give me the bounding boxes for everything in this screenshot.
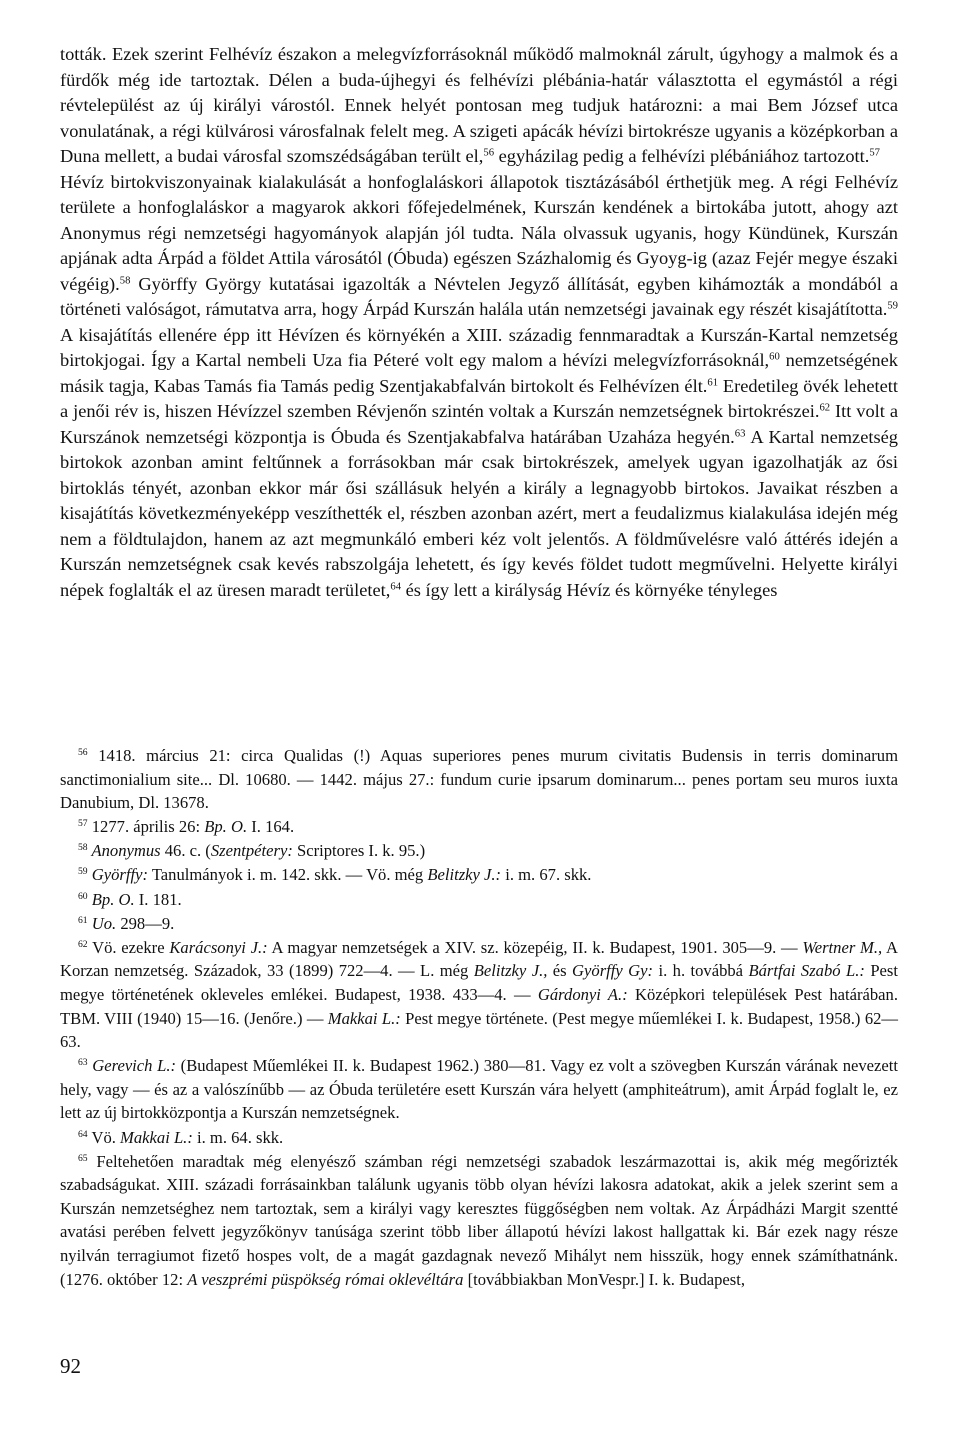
footnote-ref: 59	[887, 299, 898, 312]
footnote-ref: 58	[119, 273, 131, 286]
footnote-61: $^{61}$ Uo. 298—9.	[78, 913, 175, 933]
footnote-56: $^{56}$ 1418. március 21: circa Qualidas (!) Aquas superiores penes murum civitatis Budensis in terris dominarum sanctimonialium site... Dl. 10680. — 1442. május 27.: fundum curie ipsarum dominarum... penes portam seu muros iuxta Danubium, Dl. 13678.	[60, 746, 898, 813]
footnote-60: $^{60}$ Bp. O. I. 181.	[78, 889, 182, 909]
footnotes	[60, 744, 898, 1291]
footnote-64: $^{64}$ Vö. Makkai L.: i. m. 64. skk.	[78, 1127, 284, 1147]
paragraph: tották. Ezek szerint Felhévíz északon a melegvízforrásoknál működő malmoknál zárult, úgyhogy a malmok és a fürdők még ide tartoztak. Délen a buda-újhegyi és felhévízi plébánia-határ választotta el egymástól a régi révtelepülést az új királyi várostól. Ennek helyét pontosan meg tudjuk határozni: a mai Bem József utca vonulatának, a régi külvárosi városfalnak felelt meg. A szigeti apácák hévízi birtokrésze ugyanis a középkorban a Duna mellett, a budai városfal szomszédságában terült el,$^{56}$ egyházilag pedig a felhévízi plébániához tartozott.$^{57}$	[60, 44, 898, 166]
footnote-ref: 57	[869, 146, 880, 159]
footnote-59: $^{59}$ Györffy: Tanulmányok i. m. 142. skk. — Vö. még Belitzky J.: i. m. 67. skk.	[78, 865, 592, 885]
footnote-ref: 56	[483, 146, 495, 159]
footnote-ref: 64	[390, 579, 402, 592]
paragraph: Hévíz birtokviszonyainak kialakulását a honfoglaláskori állapotok tisztázásából érthetjük meg. A régi Felhévíz területe a honfoglaláskor a magyarok akkori főfejedelmének, Kurszán kendének a birtokába jutott, ahogy azt Anonymus régi nemzetségi hagyományok alapján jól tudta. Nála olvassuk ugyanis, hogy Kündünek, Kurszán apjának adta Árpád a földet Attila városától (Óbuda) egészen Százhalomig és Gyoyg-ig (azaz Fejér megye északi végéig).$^{58}$ Györffy György kutatásai igazolták a Névtelen Jegyző állítását, egyben kihámozták a mondából a történeti valóságot, rámutatva arra, hogy Árpád Kurszán halála után nemzetségi javainak egy részét kisajátította.$^{59}$ A kisajátítás ellenére épp itt Hévízen és környékén a XIII. századig fennmaradtak a Kurszán-Kartal nemzetség birtokjogai. Így a Kartal nembeli Uza fia Péteré volt egy malom a hévízi melegvízforrásoknál,$^{60}$ nemzetségének másik tagja, Kabas Tamás fia Tamás pedig Szentjakabfalván birtokolt és Felhévízen élt.$^{61}$ Eredetileg övék lehetett a jenői rév is, hiszen Hévízzel szemben Révjenőn szintén voltak a Kurszán nemzetségnek birtokrészei.$^{62}$ Itt volt a Kurszánok nemzetségi központja is Óbuda és Szentjakabfalva határában Uzaháza hegyén.$^{63}$ A Kartal nemzetség birtokok azonban amint feltűnnek a forrásokban már csak birtokrészek, amelyek ugyan igazolhatják az ősi birtoklás tényét, azonban ekkor már ősi szállásuk helyén a király a legnagyobb birtokos. Javaikat részben a kisajátítás következményeképp veszíthették el, részben azonban azért, mert a feudalizmus kialakulása idején még nem a földtulajdon, hanem az azt megmunkáló emberi kéz volt jelentős. A földművelésre való áttérés idején a Kurszán nemzetségnek csak kevés rabszolgája lehetett, és így kevés földet tudott megművelni. Helyette királyi népek foglalták el az üresen maradt területet,$^{64}$ és így lett a királyság Hévíz és környéke tényleges	[60, 171, 898, 600]
footnote-ref: 60	[769, 350, 780, 363]
footnote-57: $^{57}$ 1277. április 26: Bp. O. I. 164.	[78, 817, 295, 837]
footnote-ref: 63	[734, 426, 746, 439]
main-text	[60, 42, 898, 603]
footnote-63: $^{63}$ Gerevich L.: (Budapest Műemlékei II. k. Budapest 1962.) 380—81. Vagy ez volt a szövegben Kurszán várának nevezett hely, vagy — és az a valószínűbb — az Óbuda területére esett Kurszán vára helyett (amphiteátrum), amit Árpád foglalt le, ez lett az új birtokközpontja a Kurszán nemzetségnek.	[60, 1056, 898, 1123]
page-number: 92	[60, 1354, 81, 1378]
footnote-58: $^{58}$ Anonymus 46. c. (Szentpétery: Scriptores I. k. 95.)	[78, 841, 426, 861]
footnote-65: $^{65}$ Feltehetően maradtak még elenyésző számban régi nemzetségi szabadok leszármazottai is, akik még megőrizték szabadságukat. XIII. századi forrásainkban találunk ugyanis több olyan hévízi lakosra adatokat, akik a jelek szerint sem a Kurszán nemzetséghez nem tartoztak, sem a királyi vagy keresztes függőségben nem voltak. Az Árpádházi Margit szentté avatási perében felvett jegyzőkönyv tanúsága szerint több liber állapotú hévízi lakost hallgattak ki. Bár ezek nagy része nyilván terragiumot fizető hospes volt, de a magát gazdagnak nevező Mihályt nem hisszük, hogy ennek számíthatnánk. (1276. október 12: A veszprémi püspökség római oklevéltára [továbbiakban MonVespr.] I. k. Budapest,	[60, 1151, 898, 1289]
footnote-ref: 61	[707, 375, 719, 388]
footnote-62: $^{62}$ Vö. ezekre Karácsonyi J.: A magyar nemzetségek a XIV. sz. közepéig, II. k. Budapest, 1901. 305—9. — Wertner M., A Korzan nemzetség. Századok, 33 (1899) 722—4. — L. még Belitzky J., és Györffy Gy: i. h. továbbá Bártfai Szabó L.: Pest megye történetének okleveles emlékei. Budapest, 1938. 433—4. — Gárdonyi A.: Középkori települések Pest határában. TBM. VIII (1940) 15—16. (Jenőre.) — Makkai L.: Pest megye története. (Pest megye műemlékei I. k. Budapest, 1958.) 62—63.	[60, 937, 899, 1052]
footnote-ref: 62	[819, 401, 831, 414]
